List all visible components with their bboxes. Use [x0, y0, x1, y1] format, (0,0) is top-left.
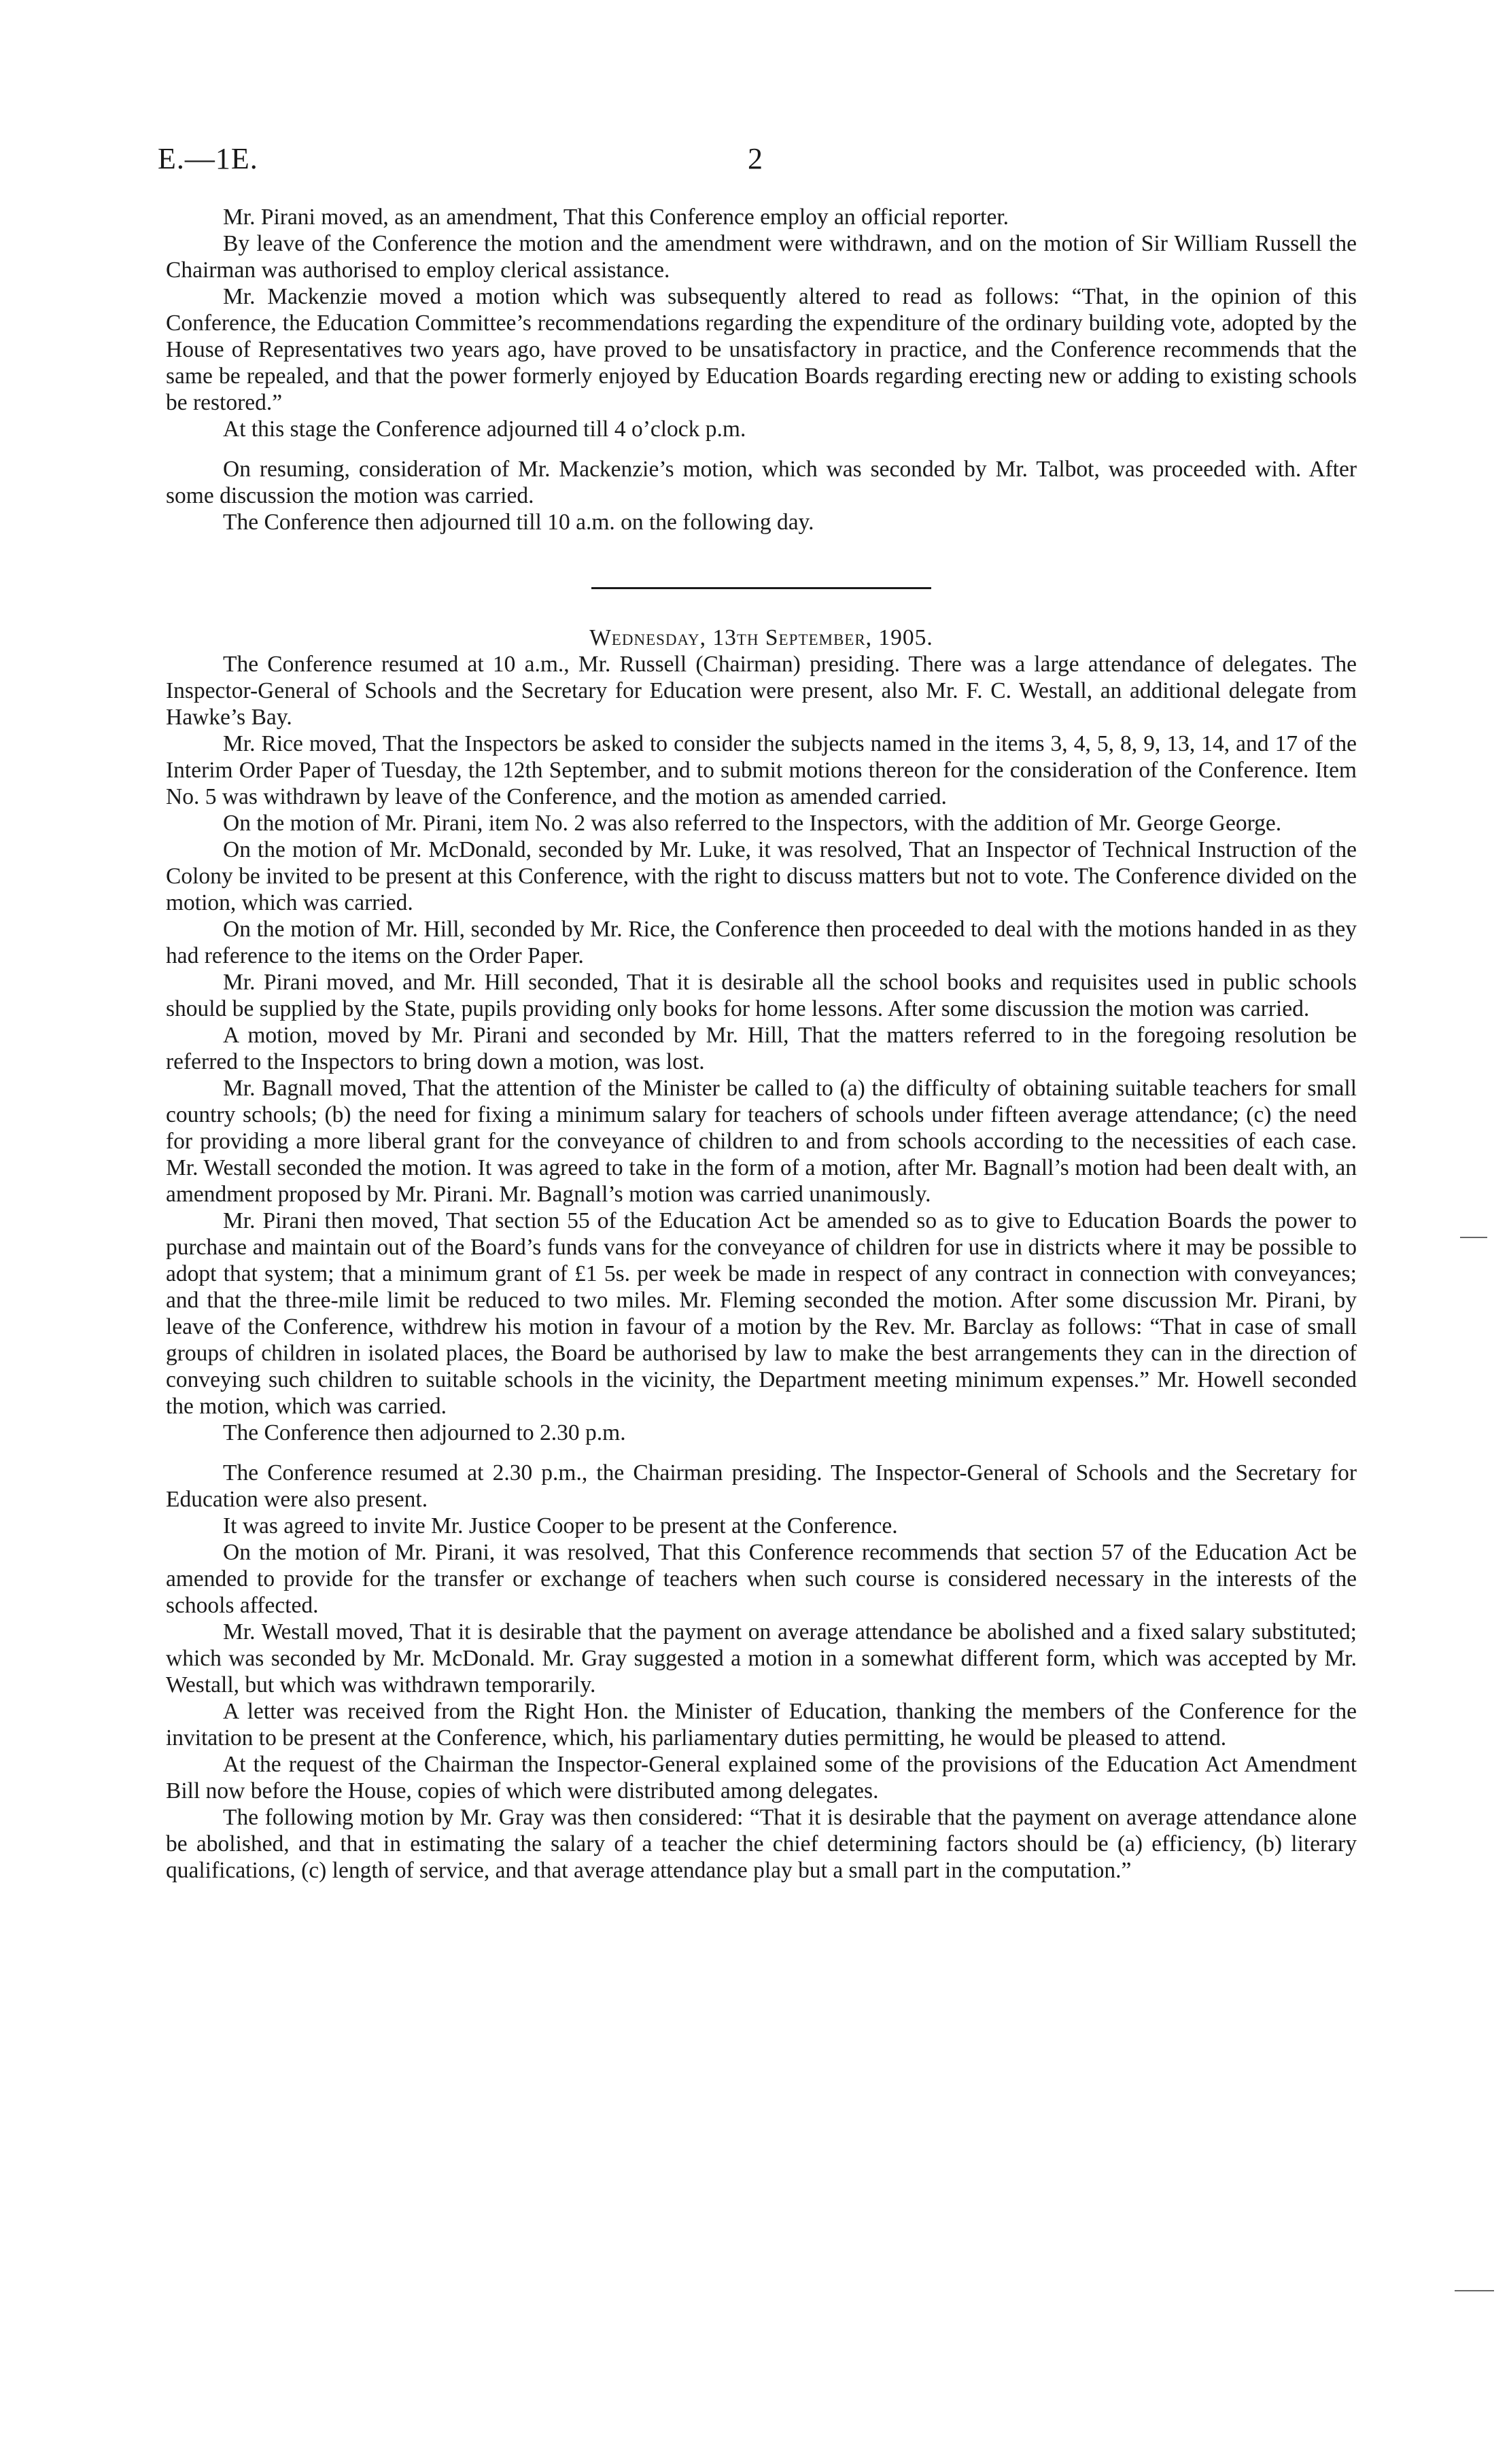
paragraph: On the motion of Mr. Hill, seconded by Mr. Rice, the Conference then proceeded to deal with the motions handed in as they had reference to the items on the Order Paper.: [166, 917, 1357, 968]
page-header: [158, 141, 1354, 182]
paragraph: A letter was received from the Right Hon. the Minister of Education, thanking the members of the Conference for the invitation to be present at the Conference, which, his parliamentary duties permitting, he would be pleased to attend.: [166, 1699, 1357, 1750]
page-number: 2: [748, 142, 763, 175]
paragraph: On resuming, consideration of Mr. Mackenzie’s motion, which was seconded by Mr. Talbot, was proceeded with. After some discussion the motion was carried.: [166, 457, 1357, 508]
paragraph: Mr. Rice moved, That the Inspectors be asked to consider the subjects named in the items 3, 4, 5, 8, 9, 13, 14, and 17 of the Interim Order Paper of Tuesday, the 12th September, and to submit motions thereon for the consideration of the Conference. Item No. 5 was withdrawn by leave of the Conference, and the motion as amended carried.: [166, 731, 1357, 809]
paragraph: The Conference then adjourned till 10 a.m. on the following day.: [223, 510, 814, 535]
paragraph: The Conference resumed at 2.30 p.m., the Chairman presiding. The Inspector-General of Schools and the Secretary for Education were also present.: [166, 1460, 1357, 1512]
date-heading: Wednesday, 13th September, 1905.: [589, 625, 933, 650]
paragraph: At the request of the Chairman the Inspector-General explained some of the provisions of the Education Act Amendment Bill now before the House, copies of which were distributed among delegates.: [166, 1752, 1357, 1803]
paragraph: A motion, moved by Mr. Pirani and seconded by Mr. Hill, That the matters referred to in the foregoing resolution be referred to the Inspectors to bring down a motion, was lost.: [166, 1023, 1357, 1074]
paragraph: At this stage the Conference adjourned till 4 o’clock p.m.: [223, 417, 746, 442]
paragraph: The following motion by Mr. Gray was then considered: “That it is desirable that the payment on average attendance alone be abolished, and that in estimating the salary of a teacher the chief determining factors should be (a) efficiency, (b) literary qualifications, (c) length of service, and that average attendance play but a small part in the computation.”: [166, 1805, 1357, 1883]
margin-mark: [1455, 2290, 1494, 2291]
section-divider: [591, 587, 931, 589]
paragraph: Mr. Pirani moved, and Mr. Hill seconded, That it is desirable all the school books and requisites used in public schools should be supplied by the State, pupils providing only books for home lessons. After some discussion the motion was carried.: [166, 970, 1357, 1021]
paragraph: On the motion of Mr. McDonald, seconded by Mr. Luke, it was resolved, That an Inspector of Technical Instruction of the Colony be invited to be present at this Conference, with the right to discuss matters but not to vote. The Conference divided on the motion, which was carried.: [166, 837, 1357, 915]
paragraph: The Conference then adjourned to 2.30 p.m.: [223, 1420, 626, 1445]
paragraph: The Conference resumed at 10 a.m., Mr. Russell (Chairman) presiding. There was a large attendance of delegates. The Inspector-General of Schools and the Secretary for Education were present, also Mr. F. C. Westall, an additional delegate from Hawke’s Bay.: [166, 652, 1357, 730]
document-code: E.—1E.: [158, 142, 258, 175]
paragraph: It was agreed to invite Mr. Justice Cooper to be present at the Conference.: [223, 1513, 898, 1538]
paragraph: On the motion of Mr. Pirani, it was resolved, That this Conference recommends that section 57 of the Education Act be amended to provide for the transfer or exchange of teachers when such course is considered necessary in the interests of the schools affected.: [166, 1540, 1357, 1618]
paragraph: By leave of the Conference the motion and the amendment were withdrawn, and on the motion of Sir William Russell the Chairman was authorised to employ clerical assistance.: [166, 231, 1357, 283]
paragraph: Mr. Westall moved, That it is desirable that the payment on average attendance be abolished and a fixed salary substituted; which was seconded by Mr. McDonald. Mr. Gray suggested a motion in a somewhat different form, which was accepted by Mr. Westall, but which was withdrawn temporarily.: [166, 1619, 1357, 1697]
paragraph: On the motion of Mr. Pirani, item No. 2 was also referred to the Inspectors, with the addition of Mr. George George.: [223, 811, 1282, 836]
paragraph: Mr. Mackenzie moved a motion which was subsequently altered to read as follows: “That, in the opinion of this Conference, the Education Committee’s recommendations regarding the expenditure of the ordinary building vote, adopted by the House of Representatives two years ago, have proved to be unsatisfactory in practice, and the Conference recommends that the same be repealed, and that the power formerly enjoyed by Education Boards regarding erecting new or adding to existing schools be restored.”: [166, 284, 1357, 415]
paragraph: Mr. Bagnall moved, That the attention of the Minister be called to (a) the difficulty of obtaining suitable teachers for small country schools; (b) the need for fixing a minimum salary for teachers of schools under fifteen average attendance; (c) the need for providing a more liberal grant for the conveyance of children to and from schools according to the necessities of each case. Mr. Westall seconded the motion. It was agreed to take in the form of a motion, after Mr. Bagnall’s motion had been dealt with, an amendment proposed by Mr. Pirani. Mr. Bagnall’s motion was carried unanimously.: [166, 1076, 1357, 1207]
paragraph: Mr. Pirani then moved, That section 55 of the Education Act be amended so as to give to Education Boards the power to purchase and maintain out of the Board’s funds vans for the conveyance of children for use in districts where it may be possible to adopt that system; that a minimum grant of £1 5s. per week be made in respect of any contract in connection with conveyances; and that the three-mile limit be reduced to two miles. Mr. Fleming seconded the motion. After some discussion Mr. Pirani, by leave of the Conference, withdrew his motion in favour of a motion by the Rev. Mr. Barclay as follows: “That in case of small groups of children in isolated places, the Board be authorised by law to make the best arrangements they can in the direction of conveying such children to suitable schools in the vicinity, the Department meeting minimum expenses.” Mr. Howell seconded the motion, which was carried.: [166, 1208, 1357, 1419]
paragraph: Mr. Pirani moved, as an amendment, That this Conference employ an official reporter.: [223, 205, 1009, 230]
margin-mark: [1460, 1237, 1487, 1238]
document-body: [166, 204, 1357, 1884]
